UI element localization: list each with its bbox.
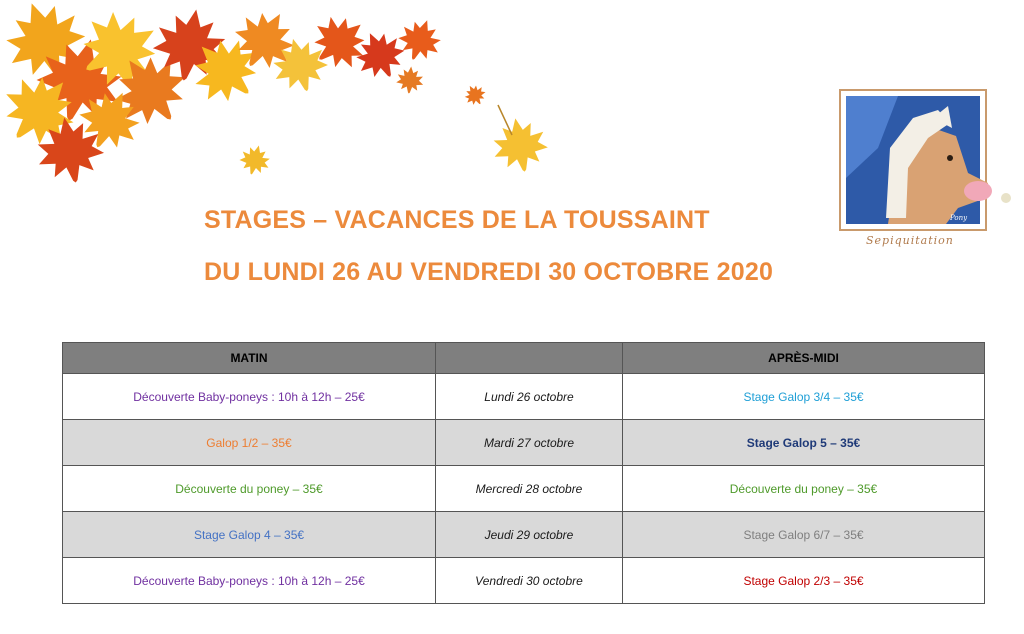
svg-text:Pony: Pony <box>950 214 968 222</box>
table-row <box>63 466 985 512</box>
day-label: Vendredi 30 octobre <box>436 558 623 604</box>
afternoon-activity: Stage Galop 3/4 – 35€ <box>623 374 985 420</box>
table-row <box>63 420 985 466</box>
table-row <box>63 374 985 420</box>
day-label: Jeudi 29 octobre <box>436 512 623 558</box>
header-day <box>436 343 623 374</box>
table-row <box>63 512 985 558</box>
morning-activity: Découverte Baby-poneys : 10h à 12h – 25€ <box>63 558 436 604</box>
header-afternoon: APRÈS-MIDI <box>623 343 985 374</box>
morning-activity: Découverte du poney – 35€ <box>63 466 436 512</box>
pony-logo <box>838 88 1016 258</box>
afternoon-activity: Découverte du poney – 35€ <box>623 466 985 512</box>
page-title: STAGES – VACANCES DE LA TOUSSAINT <box>204 206 710 234</box>
afternoon-activity: Stage Galop 6/7 – 35€ <box>623 512 985 558</box>
day-label: Mercredi 28 octobre <box>436 466 623 512</box>
page-subtitle-dates: DU LUNDI 26 AU VENDREDI 30 OCTOBRE 2020 <box>204 258 774 286</box>
day-label: Mardi 27 octobre <box>436 420 623 466</box>
morning-activity: Stage Galop 4 – 35€ <box>63 512 436 558</box>
table-header-row <box>63 343 985 374</box>
morning-activity: Découverte Baby-poneys : 10h à 12h – 25€ <box>63 374 436 420</box>
autumn-leaves-decoration <box>0 0 560 200</box>
leaf-cluster <box>0 0 551 188</box>
afternoon-activity: Stage Galop 5 – 35€ <box>623 420 985 466</box>
day-label: Lundi 26 octobre <box>436 374 623 420</box>
logo-signature: Sepiquitation <box>866 234 954 247</box>
table-row <box>63 558 985 604</box>
schedule-table <box>62 342 985 604</box>
header-morning: MATIN <box>63 343 436 374</box>
afternoon-activity: Stage Galop 2/3 – 35€ <box>623 558 985 604</box>
morning-activity: Galop 1/2 – 35€ <box>63 420 436 466</box>
